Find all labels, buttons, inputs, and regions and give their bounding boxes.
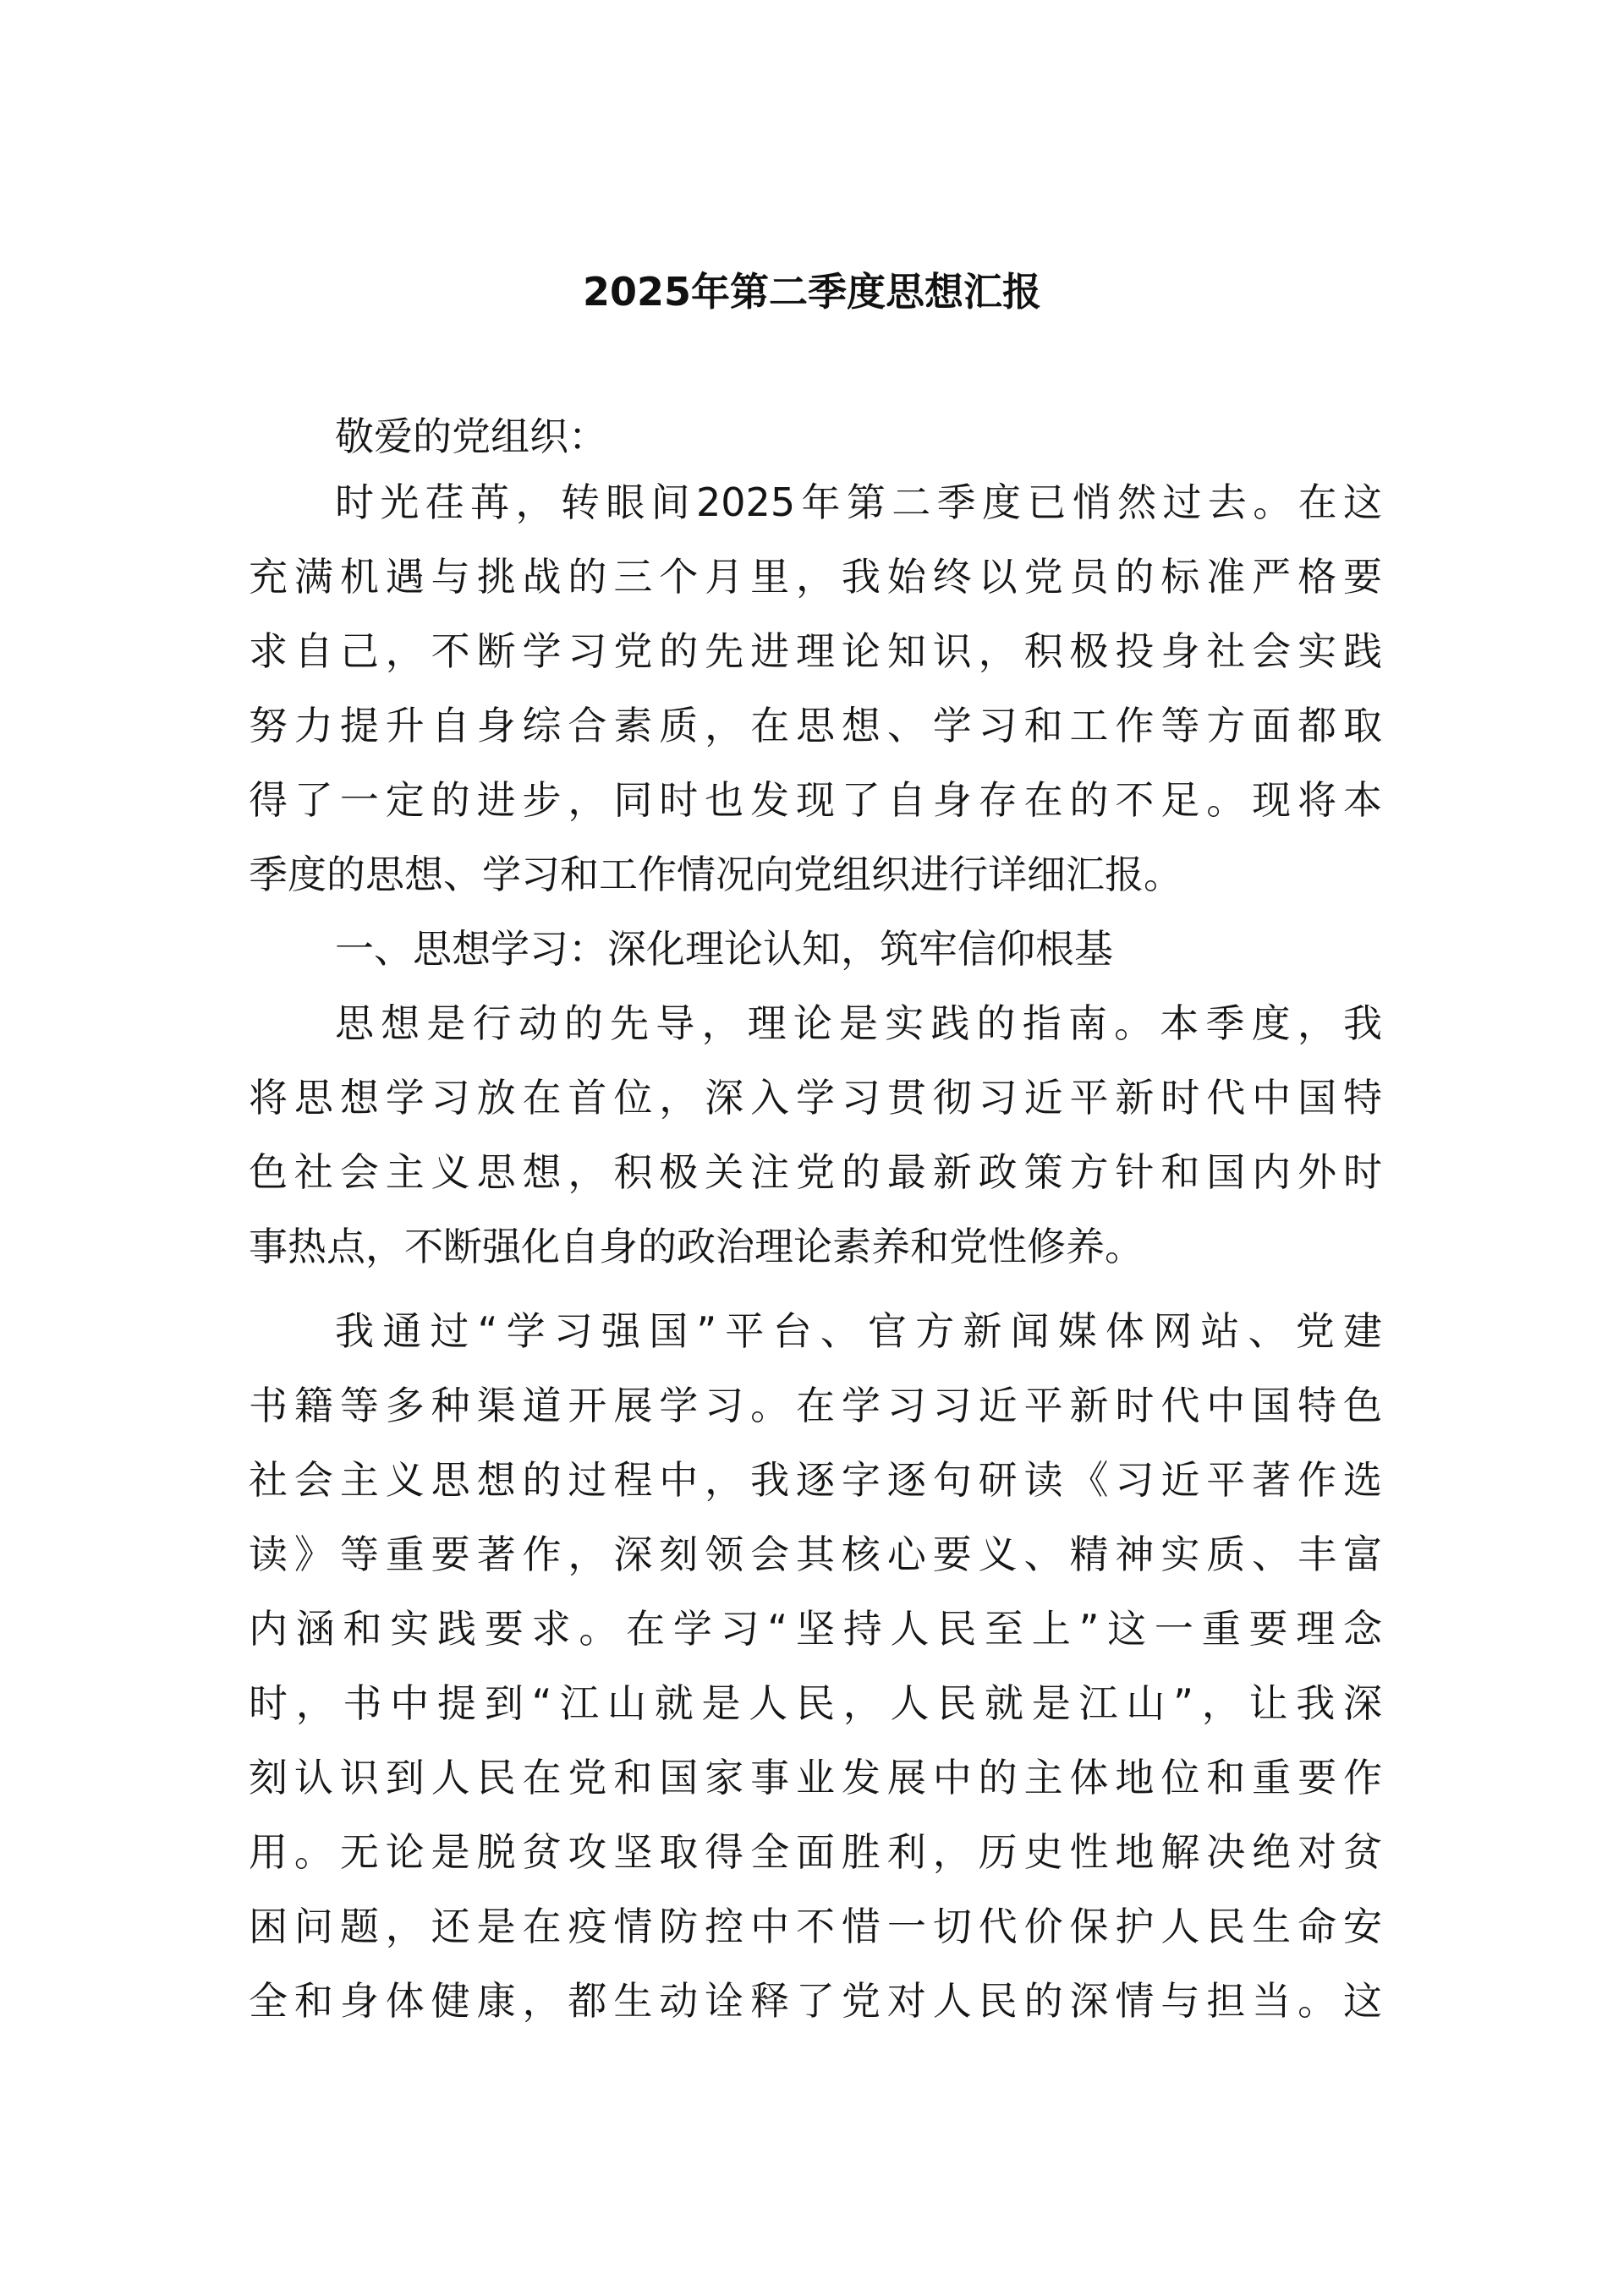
paragraph-line: 季度的思想、学习和工作情况向党组织进行详细汇报。 <box>249 852 1182 897</box>
paragraph-line: 内涵和实践要求。在学习“坚持人民至上”这一重要理念 <box>249 1606 1382 1652</box>
paragraph-line: 努力提升自身综合素质，在思想、学习和工作等方面都取 <box>249 703 1382 748</box>
section-heading: 一、思想学习：深化理论认知，筑牢信仰根基 <box>335 926 1113 972</box>
paragraph-line: 社会主义思想的过程中，我逐字逐句研读《习近平著作选 <box>249 1457 1382 1503</box>
paragraph-line: 将思想学习放在首位，深入学习贯彻习近平新时代中国特 <box>249 1075 1382 1121</box>
paragraph-line: 事热点，不断强化自身的政治理论素养和党性修养。 <box>249 1224 1144 1269</box>
paragraph-line: 书籍等多种渠道开展学习。在学习习近平新时代中国特色 <box>249 1383 1382 1428</box>
paragraph-line: 困问题，还是在疫情防控中不惜一切代价保护人民生命安 <box>249 1904 1382 1949</box>
paragraph-line: 时光荏苒，转眼间2025年第二季度已悄然过去。在这 <box>335 479 1382 525</box>
paragraph-line: 读》等重要著作，深刻领会其核心要义、精神实质、丰富 <box>249 1532 1382 1577</box>
paragraph-line: 刻认识到人民在党和国家事业发展中的主体地位和重要作 <box>249 1755 1382 1800</box>
paragraph-line: 色社会主义思想，积极关注党的最新政策方针和国内外时 <box>249 1149 1382 1195</box>
salutation: 敬爱的党组织： <box>335 414 607 459</box>
paragraph-line: 时，书中提到“江山就是人民，人民就是江山”，让我深 <box>249 1680 1382 1726</box>
document-title: 2025年第二季度思想汇报 <box>582 269 1042 315</box>
paragraph-line: 我通过“学习强国”平台、官方新闻媒体网站、党建 <box>335 1308 1382 1354</box>
paragraph-line: 用。无论是脱贫攻坚取得全面胜利，历史性地解决绝对贫 <box>249 1829 1382 1875</box>
paragraph-line: 求自己，不断学习党的先进理论知识，积极投身社会实践 <box>249 628 1382 674</box>
paragraph-line: 充满机遇与挑战的三个月里，我始终以党员的标准严格要 <box>249 554 1382 600</box>
paragraph-line: 得了一定的进步，同时也发现了自身存在的不足。现将本 <box>249 777 1382 823</box>
paragraph-line: 全和身体健康，都生动诠释了党对人民的深情与担当。这 <box>249 1978 1382 2024</box>
paragraph-line: 思想是行动的先导，理论是实践的指南。本季度，我 <box>335 1000 1382 1046</box>
